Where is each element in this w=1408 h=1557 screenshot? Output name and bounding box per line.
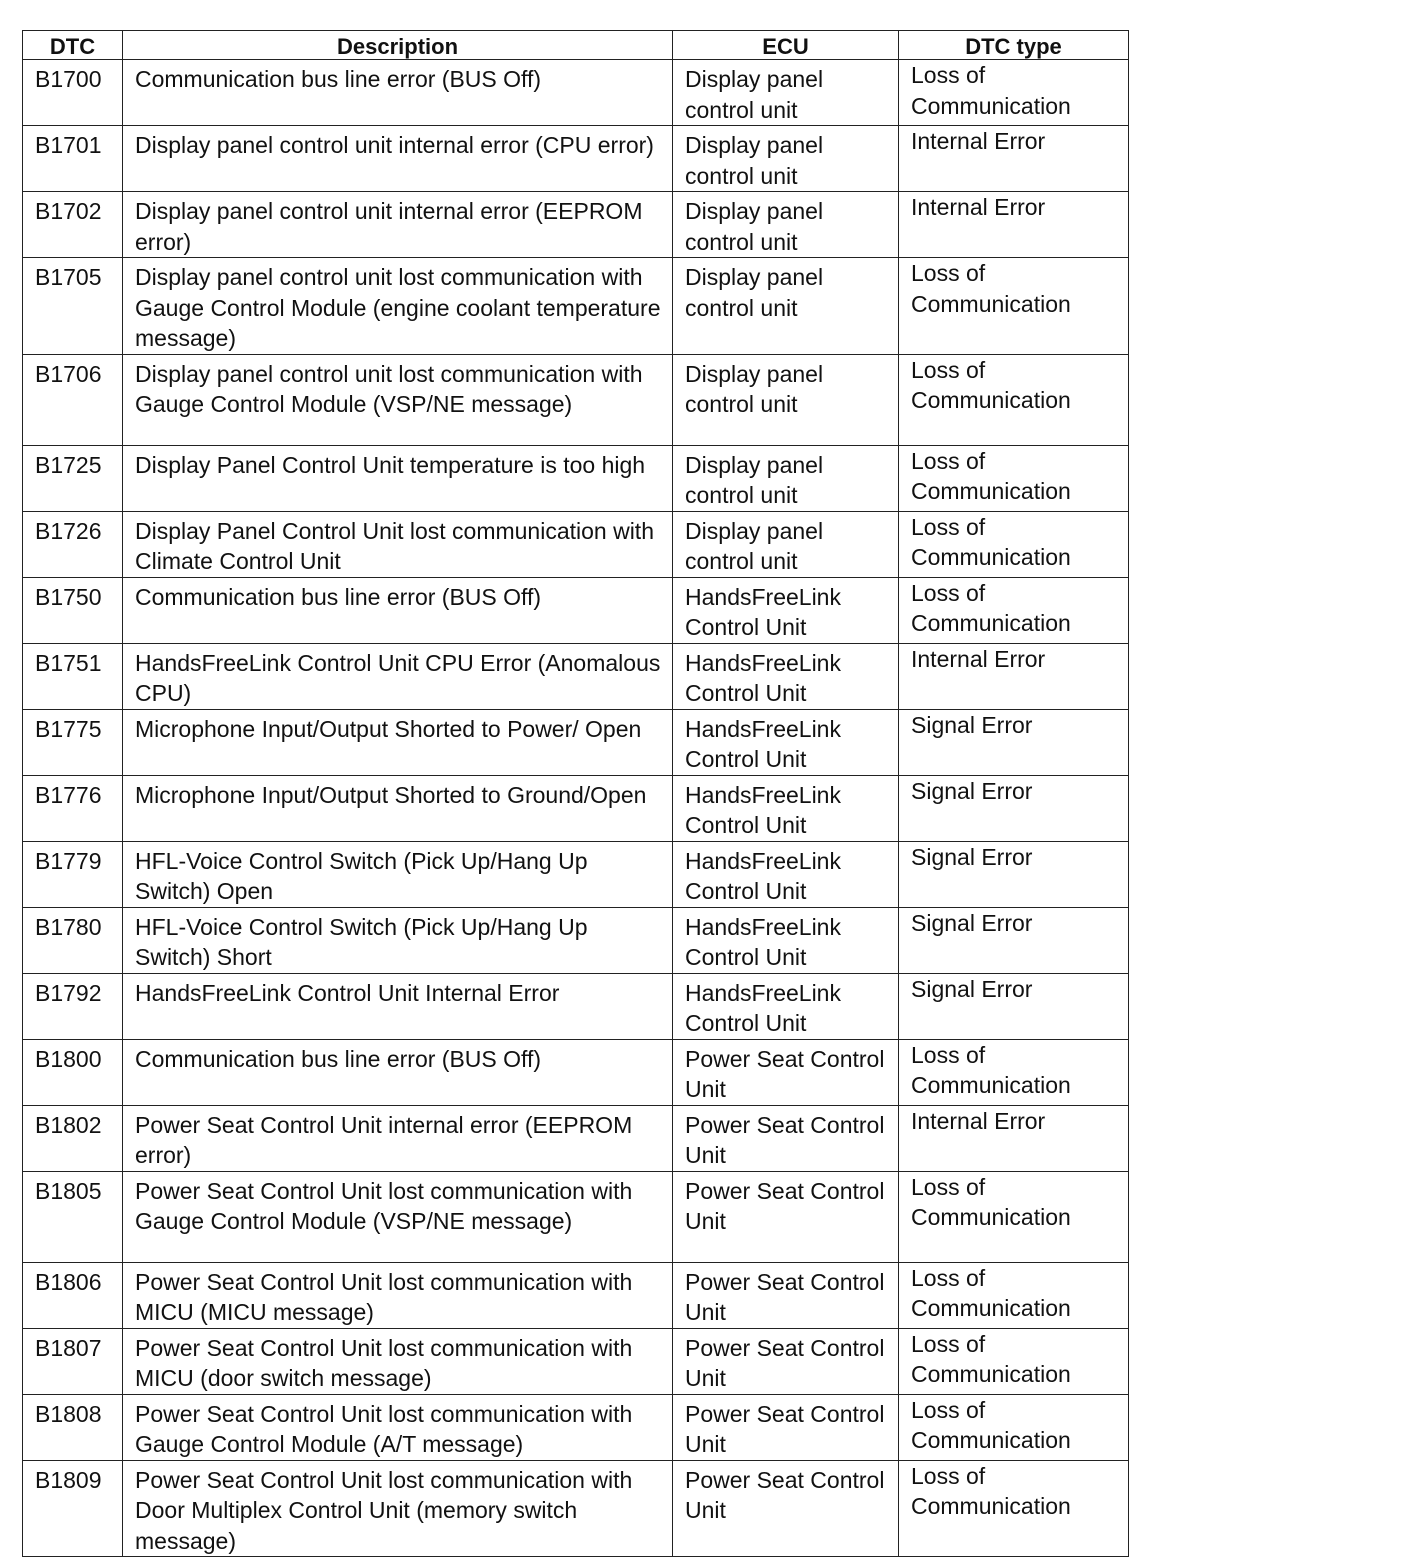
dtc-description: Display panel control unit lost communication with Gauge Control Module (VSP/NE message) [123, 354, 673, 445]
dtc-description: HandsFreeLink Control Unit CPU Error (Anomalous CPU) [123, 643, 673, 709]
table-row [23, 1328, 1129, 1394]
table-row [23, 907, 1129, 973]
table-row [23, 1171, 1129, 1262]
table-row [23, 192, 1129, 258]
dtc-code: B1800 [23, 1039, 123, 1105]
dtc-ecu: Display panel control unit [673, 511, 899, 577]
dtc-code: B1780 [23, 907, 123, 973]
table-row [23, 1262, 1129, 1328]
dtc-ecu: Power Seat Control Unit [673, 1460, 899, 1557]
dtc-type: Loss of Communication [899, 60, 1129, 126]
table-row [23, 973, 1129, 1039]
dtc-ecu: HandsFreeLink Control Unit [673, 709, 899, 775]
table-row [23, 1394, 1129, 1460]
dtc-code: B1776 [23, 775, 123, 841]
table-row [23, 577, 1129, 643]
dtc-type: Signal Error [899, 973, 1129, 1039]
dtc-description: Power Seat Control Unit lost communication with MICU (MICU message) [123, 1262, 673, 1328]
dtc-code: B1808 [23, 1394, 123, 1460]
dtc-type: Internal Error [899, 1105, 1129, 1171]
dtc-description: Display Panel Control Unit temperature is too high [123, 445, 673, 511]
dtc-type: Loss of Communication [899, 1262, 1129, 1328]
dtc-description: Display panel control unit internal error (EEPROM error) [123, 192, 673, 258]
dtc-ecu: Display panel control unit [673, 192, 899, 258]
dtc-code: B1779 [23, 841, 123, 907]
dtc-type: Signal Error [899, 907, 1129, 973]
dtc-type: Signal Error [899, 709, 1129, 775]
dtc-type: Loss of Communication [899, 258, 1129, 355]
dtc-ecu: Display panel control unit [673, 445, 899, 511]
dtc-type: Loss of Communication [899, 1460, 1129, 1557]
dtc-ecu: Display panel control unit [673, 126, 899, 192]
dtc-description: Communication bus line error (BUS Off) [123, 1039, 673, 1105]
dtc-description: Power Seat Control Unit lost communication with MICU (door switch message) [123, 1328, 673, 1394]
dtc-description: Microphone Input/Output Shorted to Power/ Open [123, 709, 673, 775]
dtc-description: Power Seat Control Unit lost communication with Gauge Control Module (A/T message) [123, 1394, 673, 1460]
table-row [23, 1105, 1129, 1171]
dtc-ecu: HandsFreeLink Control Unit [673, 775, 899, 841]
dtc-type: Signal Error [899, 775, 1129, 841]
dtc-type: Loss of Communication [899, 1328, 1129, 1394]
dtc-ecu: Display panel control unit [673, 60, 899, 126]
dtc-code: B1802 [23, 1105, 123, 1171]
dtc-description: Communication bus line error (BUS Off) [123, 577, 673, 643]
dtc-code: B1706 [23, 354, 123, 445]
dtc-description: Power Seat Control Unit internal error (EEPROM error) [123, 1105, 673, 1171]
dtc-description: HandsFreeLink Control Unit Internal Error [123, 973, 673, 1039]
table-header [23, 31, 1129, 60]
dtc-ecu: Power Seat Control Unit [673, 1262, 899, 1328]
dtc-type: Signal Error [899, 841, 1129, 907]
dtc-description: Microphone Input/Output Shorted to Ground/Open [123, 775, 673, 841]
dtc-ecu: Power Seat Control Unit [673, 1039, 899, 1105]
dtc-type: Loss of Communication [899, 1171, 1129, 1262]
dtc-description: Display panel control unit internal error (CPU error) [123, 126, 673, 192]
table-row [23, 775, 1129, 841]
header-ecu: ECU [673, 31, 899, 60]
dtc-table [22, 30, 1129, 1557]
table-row [23, 1460, 1129, 1557]
dtc-type: Loss of Communication [899, 445, 1129, 511]
dtc-ecu: Display panel control unit [673, 258, 899, 355]
dtc-code: B1805 [23, 1171, 123, 1262]
table-row [23, 126, 1129, 192]
dtc-code: B1806 [23, 1262, 123, 1328]
dtc-code: B1809 [23, 1460, 123, 1557]
dtc-description: HFL-Voice Control Switch (Pick Up/Hang Up Switch) Short [123, 907, 673, 973]
dtc-ecu: HandsFreeLink Control Unit [673, 841, 899, 907]
dtc-code: B1775 [23, 709, 123, 775]
dtc-description: Display Panel Control Unit lost communication with Climate Control Unit [123, 511, 673, 577]
dtc-type: Loss of Communication [899, 1394, 1129, 1460]
dtc-code: B1726 [23, 511, 123, 577]
dtc-code: B1807 [23, 1328, 123, 1394]
dtc-ecu: Power Seat Control Unit [673, 1328, 899, 1394]
dtc-description: Communication bus line error (BUS Off) [123, 60, 673, 126]
table-row [23, 709, 1129, 775]
dtc-ecu: HandsFreeLink Control Unit [673, 643, 899, 709]
dtc-code: B1701 [23, 126, 123, 192]
dtc-type: Loss of Communication [899, 511, 1129, 577]
header-description: Description [123, 31, 673, 60]
dtc-ecu: Power Seat Control Unit [673, 1394, 899, 1460]
dtc-ecu: Power Seat Control Unit [673, 1105, 899, 1171]
table-row [23, 354, 1129, 445]
dtc-ecu: HandsFreeLink Control Unit [673, 973, 899, 1039]
dtc-type: Internal Error [899, 192, 1129, 258]
dtc-ecu: HandsFreeLink Control Unit [673, 907, 899, 973]
table-body [23, 60, 1129, 1557]
dtc-code: B1751 [23, 643, 123, 709]
dtc-code: B1705 [23, 258, 123, 355]
table-row [23, 643, 1129, 709]
dtc-code: B1702 [23, 192, 123, 258]
dtc-code: B1792 [23, 973, 123, 1039]
dtc-document [22, 30, 1128, 1557]
dtc-type: Loss of Communication [899, 354, 1129, 445]
header-dtc-type: DTC type [899, 31, 1129, 60]
dtc-code: B1750 [23, 577, 123, 643]
dtc-code: B1725 [23, 445, 123, 511]
header-dtc: DTC [23, 31, 123, 60]
table-row [23, 60, 1129, 126]
dtc-description: Power Seat Control Unit lost communication with Gauge Control Module (VSP/NE message) [123, 1171, 673, 1262]
table-row [23, 445, 1129, 511]
dtc-type: Internal Error [899, 643, 1129, 709]
header-row [23, 31, 1129, 60]
dtc-ecu: HandsFreeLink Control Unit [673, 577, 899, 643]
table-row [23, 511, 1129, 577]
table-row [23, 258, 1129, 355]
dtc-type: Loss of Communication [899, 577, 1129, 643]
table-row [23, 841, 1129, 907]
dtc-ecu: Power Seat Control Unit [673, 1171, 899, 1262]
table-row [23, 1039, 1129, 1105]
dtc-description: Display panel control unit lost communication with Gauge Control Module (engine coolant temperature message) [123, 258, 673, 355]
dtc-description: HFL-Voice Control Switch (Pick Up/Hang Up Switch) Open [123, 841, 673, 907]
dtc-description: Power Seat Control Unit lost communication with Door Multiplex Control Unit (memory switch message) [123, 1460, 673, 1557]
dtc-ecu: Display panel control unit [673, 354, 899, 445]
dtc-code: B1700 [23, 60, 123, 126]
dtc-type: Internal Error [899, 126, 1129, 192]
dtc-type: Loss of Communication [899, 1039, 1129, 1105]
